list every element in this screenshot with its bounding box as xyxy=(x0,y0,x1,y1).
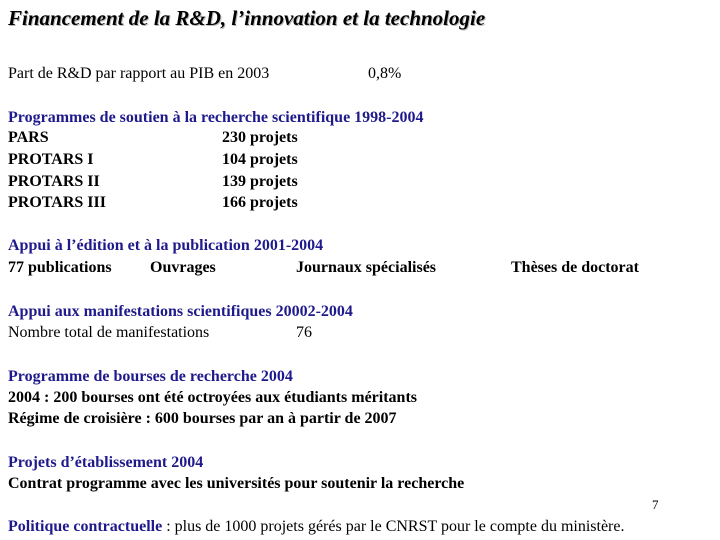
edition-item: 77 publications xyxy=(8,259,112,276)
etablissement-heading: Projets d’établissement 2004 xyxy=(8,454,204,471)
page-number: 7 xyxy=(652,497,659,512)
manifestations-value: 76 xyxy=(296,324,312,341)
politique-text: : plus de 1000 projets gérés par le CNRST pour le compte du ministère. xyxy=(162,518,625,535)
bourses-heading: Programme de bourses de recherche 2004 xyxy=(8,368,293,385)
rd-share-value: 0,8% xyxy=(368,65,402,82)
programme-count: 166 projets xyxy=(222,194,298,211)
programme-count: 104 projets xyxy=(222,151,298,168)
bourses-line: 2004 : 200 bourses ont été octroyées aux étudiants méritants xyxy=(8,389,417,406)
edition-heading: Appui à l’édition et à la publication 2001-2004 xyxy=(8,237,324,254)
programme-count: 139 projets xyxy=(222,173,298,190)
edition-item: Ouvrages xyxy=(150,259,216,276)
politique-label: Politique contractuelle xyxy=(8,518,163,535)
politique-line xyxy=(8,516,624,537)
bourses-line: Régime de croisière : 600 bourses par an à partir de 2007 xyxy=(8,410,397,427)
programme-name: PROTARS III xyxy=(8,194,106,211)
slide-title: Financement de la R&D, l’innovation et la technologie xyxy=(8,6,486,30)
programme-name: PROTARS I xyxy=(8,151,94,168)
manifestations-label: Nombre total de manifestations xyxy=(8,324,210,341)
edition-item: Thèses de doctorat xyxy=(511,259,639,276)
programme-name: PARS xyxy=(8,129,49,146)
rd-share-label: Part de R&D par rapport au PIB en 2003 xyxy=(8,65,270,82)
etablissement-line: Contrat programme avec les universités pour soutenir la recherche xyxy=(8,475,465,492)
programmes-heading: Programmes de soutien à la recherche scientifique 1998-2004 xyxy=(8,109,424,126)
programme-count: 230 projets xyxy=(222,129,298,146)
programme-name: PROTARS II xyxy=(8,173,100,190)
manifestations-heading: Appui aux manifestations scientifiques 20002-2004 xyxy=(8,303,353,320)
edition-item: Journaux spécialisés xyxy=(296,259,437,276)
